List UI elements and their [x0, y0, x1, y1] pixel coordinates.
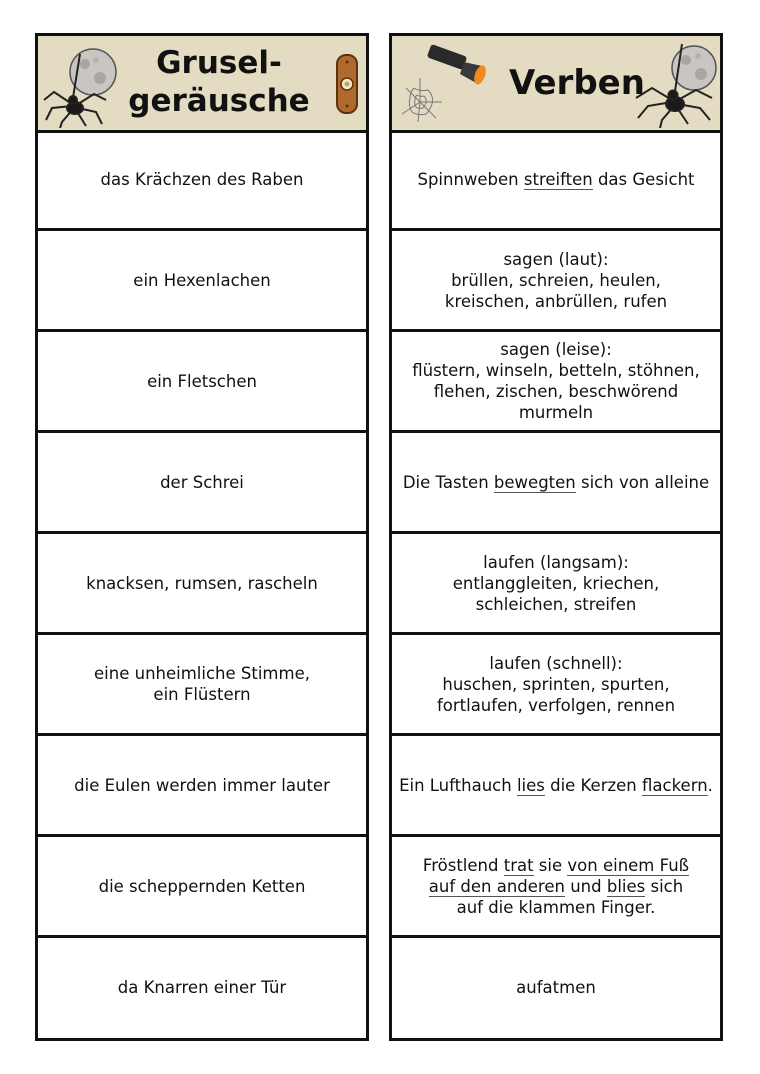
row-line: laufen (schnell):: [489, 653, 623, 673]
verb-row: [392, 534, 720, 635]
row-line: ein Flüstern: [153, 685, 251, 704]
verb-row: [392, 433, 720, 534]
header-verben: [392, 36, 720, 133]
text-segment: Die Tasten: [402, 472, 494, 492]
row-label: da Knarren einer Tür: [117, 978, 287, 997]
underlined-verb: lies: [516, 775, 545, 795]
row-text: [423, 855, 689, 918]
row-text: [99, 876, 306, 897]
verb-row: [392, 736, 720, 837]
row-text: [403, 472, 709, 493]
gruselgeraeusch-row: [38, 130, 366, 231]
title-line-1: Grusel-: [156, 45, 282, 81]
row-line: laufen (langsam):: [483, 552, 629, 572]
verb-row: [392, 635, 720, 736]
text-segment: Fröstlend: [422, 855, 504, 875]
row-label: das Krächzen des Raben: [100, 169, 304, 189]
row-line: [423, 897, 689, 918]
verb-row: [392, 837, 720, 938]
row-line: sagen (leise):: [500, 340, 612, 359]
text-segment: sich: [645, 876, 684, 896]
row-text: [160, 472, 244, 493]
row-text: [101, 169, 304, 190]
row-text: [437, 653, 675, 716]
text-segment: Ein Lufthauch: [399, 775, 517, 795]
row-line: schleichen, streifen: [475, 594, 637, 614]
row-line: sagen (laut):: [503, 249, 609, 269]
row-text: [399, 775, 713, 796]
row-line: [423, 876, 689, 897]
underlined-verb: von einem Fuß: [567, 855, 690, 875]
row-text: [445, 249, 667, 312]
header-gruselgeraeusche: [38, 36, 366, 133]
title-line-2: geräusche: [128, 83, 310, 119]
gruselgeraeusch-row: [38, 635, 366, 736]
list-verben: [392, 130, 720, 1037]
row-text: [147, 371, 257, 392]
doorbell-icon: [335, 53, 359, 115]
text-segment: auf die klammen Finger.: [456, 897, 656, 917]
row-label: der Schrei: [160, 472, 244, 492]
flashlight-icon: [427, 44, 488, 86]
flashlight-web-illustration: [398, 44, 490, 126]
underlined-verb: blies: [606, 876, 646, 896]
row-text: [133, 270, 270, 291]
verb-row: [392, 938, 720, 1037]
row-line: entlanggleiten, kriechen,: [452, 573, 660, 593]
row-text: [398, 339, 714, 423]
text-segment: sich von alleine: [575, 472, 710, 492]
row-line: kreischen, anbrüllen, rufen: [444, 291, 668, 311]
verb-row: [392, 231, 720, 332]
page-title-verben: Verben: [509, 63, 645, 103]
gruselgeraeusch-row: [38, 332, 366, 433]
row-label: knacksen, rumsen, rascheln: [86, 573, 318, 593]
row-label: die scheppernden Ketten: [98, 876, 306, 896]
underlined-verb: auf den anderen: [428, 876, 565, 896]
row-label: die Eulen werden immer lauter: [74, 775, 330, 795]
underlined-verb: streiften: [523, 169, 593, 189]
text-segment: Spinnweben: [417, 169, 524, 189]
moon-spider-illustration: [40, 42, 124, 128]
verben-column: [389, 33, 723, 1041]
row-text: [417, 169, 694, 190]
row-text: [516, 977, 596, 998]
text-segment: sie: [533, 855, 568, 875]
underlined-verb: flackern: [642, 775, 708, 795]
row-text: [86, 573, 318, 594]
row-line: [423, 855, 689, 876]
row-text: [453, 552, 660, 615]
row-line: flüstern, winseln, betteln, stöhnen,: [412, 361, 700, 380]
gruselgeraeusch-row: [38, 534, 366, 635]
verb-row: [392, 332, 720, 433]
moon-spider-illustration-right: [626, 40, 720, 128]
row-text: [94, 663, 310, 705]
gruselgeraeusch-row: [38, 938, 366, 1037]
row-line: brüllen, schreien, heulen,: [451, 270, 661, 290]
gruselgeraeusch-row: [38, 736, 366, 837]
text-segment: .: [707, 775, 713, 795]
row-text: [74, 775, 330, 796]
gruselgeraeusch-row: [38, 837, 366, 938]
page-title-gruselgeraeusche: [124, 44, 314, 120]
row-line: eine unheimliche Stimme,: [94, 664, 310, 683]
text-segment: und: [564, 876, 607, 896]
text-segment: die Kerzen: [544, 775, 643, 795]
gruselgeraeusche-column: [35, 33, 369, 1041]
list-gruselgeraeusche: [38, 130, 366, 1037]
row-line: flehen, zischen, beschwörend murmeln: [433, 382, 679, 422]
underlined-verb: trat: [503, 855, 534, 875]
gruselgeraeusch-row: [38, 231, 366, 332]
spiderweb-icon: [402, 78, 442, 122]
row-line: huschen, sprinten, spurten,: [442, 674, 670, 694]
verb-row: [392, 130, 720, 231]
row-label: ein Fletschen: [147, 371, 257, 391]
row-line: fortlaufen, verfolgen, rennen: [436, 695, 676, 715]
text-segment: das Gesicht: [592, 169, 695, 189]
row-label: ein Hexenlachen: [133, 270, 271, 290]
underlined-verb: bewegten: [493, 472, 576, 492]
row-label: aufatmen: [516, 978, 596, 997]
row-text: [118, 977, 286, 998]
gruselgeraeusch-row: [38, 433, 366, 534]
